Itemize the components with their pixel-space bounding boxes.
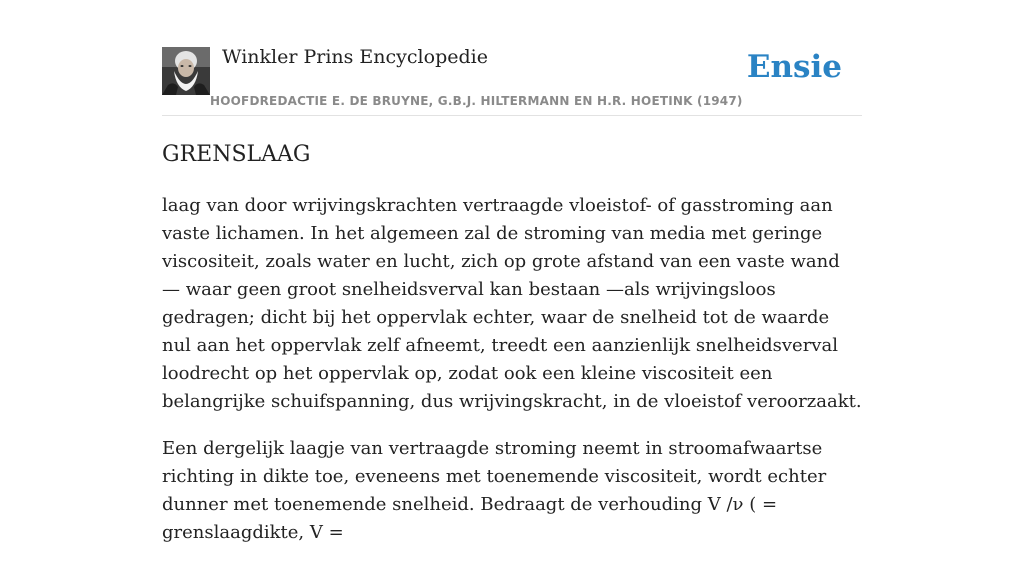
article-body — [162, 192, 862, 566]
portrait-icon — [162, 47, 210, 95]
source-title[interactable]: Winkler Prins Encyclopedie — [222, 46, 488, 68]
entry-title: GRENSLAAG — [162, 142, 311, 167]
brand-logo[interactable]: Ensie — [746, 49, 842, 85]
article-paragraph: Een dergelijk laagje van vertraagde stroming neemt in stroomafwaartse richting in dikte toe, eveneens met toenemende viscositeit, wordt echter dunner met toenemende snelheid. Bedraagt de verhouding V /ν ( = grenslaagdikte, V = — [162, 438, 827, 543]
header-divider — [162, 115, 862, 116]
article-paragraph: laag van door wrijvingskrachten vertraagde vloeistof- of gasstroming aan vaste lichamen. In het algemeen zal de stroming van media met geringe viscositeit, zoals water en lucht, zich op grote afstand van een vaste wand — waar geen groot snelheidsverval kan bestaan —als wrijvingsloos gedragen; dicht bij het oppervlak echter, waar de snelheid tot de waarde nul aan het oppervlak zelf afneemt, treedt een aanzienlijk snelheidsverval loodrecht op het oppervlak op, zodat ook een kleine viscositeit een belangrijke schuifspanning, dus wrijvingskracht, in de vloeistof veroorzaakt. — [162, 195, 862, 412]
editors-credit: HOOFDREDACTIE E. DE BRUYNE, G.B.J. HILTERMANN EN H.R. HOETINK (1947) — [210, 94, 743, 108]
avatar[interactable] — [162, 47, 210, 95]
